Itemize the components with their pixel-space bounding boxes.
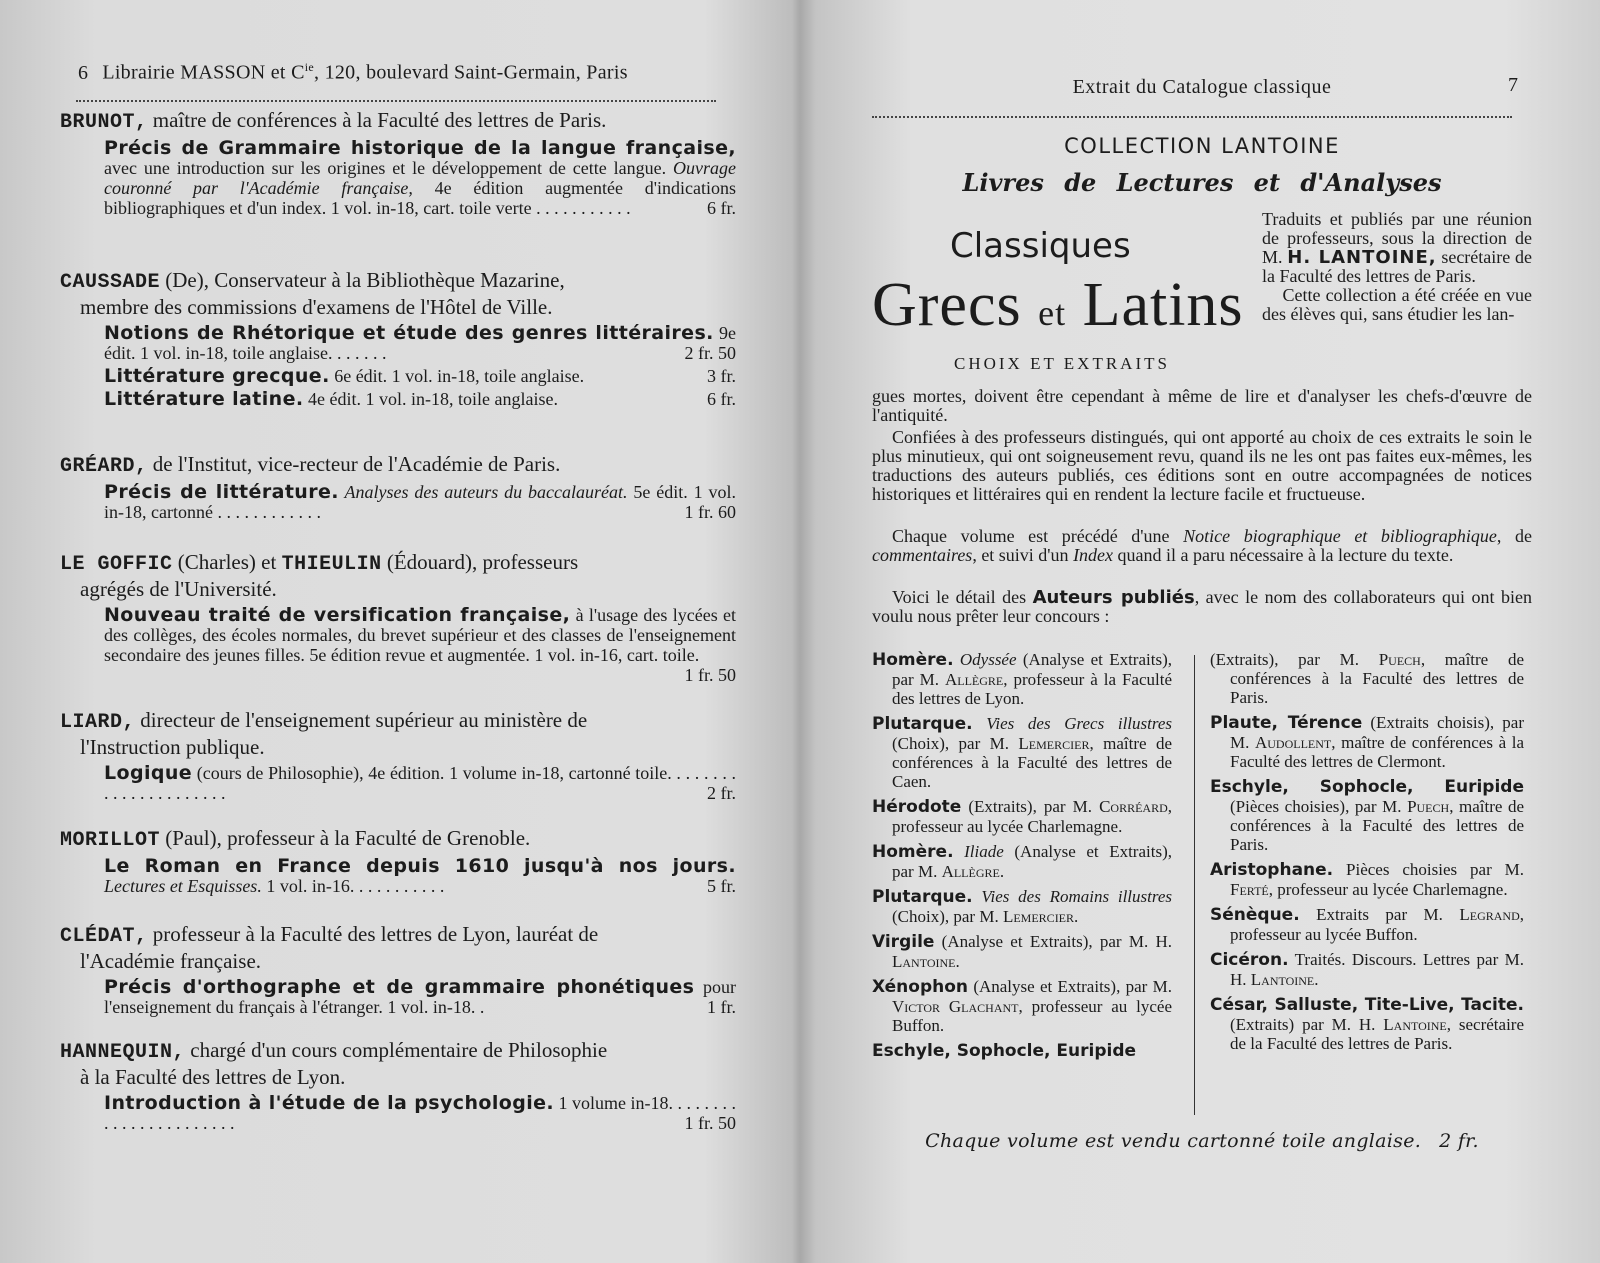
collaborator-name: Puech bbox=[1378, 650, 1421, 669]
book-italic-note: Analyses des auteurs du baccalauréat. bbox=[338, 482, 628, 502]
author-description-cont: l'Instruction publique. bbox=[80, 735, 265, 759]
book-item bbox=[60, 763, 736, 803]
work-title: Iliade bbox=[964, 842, 1004, 861]
item-text: (Analyse et Extraits), par M. bbox=[934, 932, 1156, 951]
side-text-1: Traduits et publiés par une réunion de professeurs, sous la direction de M. bbox=[1262, 209, 1532, 267]
collaborator-name: H. Lantoine bbox=[1230, 970, 1315, 989]
book-item bbox=[60, 977, 736, 1017]
book-italic-note: Lectures et Esquisses. bbox=[104, 876, 262, 896]
publisher-sup: ie bbox=[304, 60, 314, 74]
published-author-item bbox=[1210, 713, 1524, 771]
classic-author-name: Plutarque. bbox=[872, 714, 973, 734]
item-text: , professeur à la Faculté des lettres de Lyon. bbox=[892, 670, 1172, 708]
item-text: (Analyse et Extraits), par M. bbox=[968, 977, 1172, 996]
book-price: 1 fr. 50 bbox=[684, 665, 736, 685]
book-price: 2 fr. bbox=[707, 783, 736, 803]
book-item bbox=[60, 366, 736, 386]
book-price: 1 fr. 50 bbox=[684, 1113, 736, 1133]
item-text: (Choix), par M. bbox=[892, 734, 1019, 753]
author-line bbox=[60, 922, 736, 974]
item-text: (Extraits), par M. bbox=[961, 797, 1100, 816]
p3-a: Chaque volume est précédé d'une bbox=[892, 526, 1184, 546]
classic-author-name: Eschyle, Sophocle, Euripide bbox=[872, 1041, 1137, 1061]
author-description: chargé d'un cours complémentaire de Philosophie bbox=[185, 1038, 608, 1062]
catalog-entry bbox=[60, 268, 736, 409]
book-details: 1 vol. in-16. . . . . . . . . . . bbox=[261, 876, 445, 896]
published-author-item bbox=[1210, 860, 1524, 899]
book-item bbox=[60, 1093, 736, 1133]
published-author-item bbox=[1210, 650, 1524, 707]
book-details: 9e édit. 1 vol. in-18, toile anglaise. . . . . . . bbox=[104, 323, 736, 363]
item-text: , professeur au lycée Charlemagne. bbox=[1268, 880, 1508, 899]
author-line bbox=[60, 1038, 736, 1090]
book-details: 4e édition augmentée d'indications bibliographiques et d'un index. 1 vol. in-18, cart. toile verte . . . . . . . . . . . bbox=[104, 178, 737, 218]
item-text: , professeur au lycée Charlemagne. bbox=[892, 797, 1172, 836]
item-text: , maître de conférences à la Faculté des lettres de Caen. bbox=[892, 734, 1173, 791]
book-details: 5e édit. 1 vol. in-18, cartonné . . . . . . . . . . . . bbox=[104, 482, 736, 522]
book-details: avec une introduction sur les origines et le développement de cette langue. bbox=[104, 158, 674, 178]
intro-paragraph-1: gues mortes, doivent être cependant à même de lire et d'analyser les chefs-d'œuvre de l'antiquité. bbox=[872, 386, 1532, 425]
classic-author-name: Virgile bbox=[872, 932, 935, 952]
author-line bbox=[60, 826, 736, 853]
published-author-item bbox=[872, 842, 1172, 881]
item-text: Extraits par M. bbox=[1299, 905, 1460, 924]
collaborator-name: Allègre bbox=[941, 862, 1000, 881]
book-title: Le Roman en France depuis 1610 jusqu'à nos jours. bbox=[104, 855, 736, 877]
collaborator-name: Lemercier bbox=[1018, 734, 1090, 753]
book-details: 1 volume in-18. . . . . . . . . . . . . . . . . . . . . . . bbox=[104, 1093, 737, 1133]
author-name: CLÉDAT, bbox=[60, 925, 148, 948]
book-title: Logique bbox=[104, 762, 193, 784]
book-title: Notions de Rhétorique et étude des genres littéraires. bbox=[104, 322, 714, 344]
catalog-entry bbox=[60, 922, 736, 1017]
author-description-cont: l'Académie française. bbox=[80, 949, 262, 973]
published-author-item bbox=[872, 650, 1172, 708]
author-line bbox=[60, 550, 736, 602]
published-author-item bbox=[872, 797, 1172, 836]
left-running-head bbox=[78, 60, 736, 85]
item-text: . bbox=[999, 862, 1005, 881]
title-latins: Latins bbox=[1082, 271, 1244, 339]
author-description: de l'Institut, vice-recteur de l'Académie de Paris. bbox=[147, 452, 561, 476]
classic-author-name: Eschyle, Sophocle, Euripide bbox=[1210, 777, 1524, 797]
book-title: Littérature latine. bbox=[104, 388, 304, 410]
item-text: , maître de conférences à la Faculté des lettres de Paris. bbox=[1230, 797, 1525, 854]
p4-a: Voici le détail des bbox=[892, 587, 1033, 607]
collaborator-name: Lemercier bbox=[1002, 907, 1075, 926]
classic-author-name: Homère. bbox=[872, 842, 954, 862]
book-price: 6 fr. bbox=[707, 198, 736, 218]
authors-column-right bbox=[1210, 650, 1524, 1059]
item-text: (Analyse et Extraits), par M. bbox=[892, 650, 1172, 689]
side-text bbox=[1262, 210, 1532, 324]
author-line bbox=[60, 268, 736, 320]
right-header-rule bbox=[872, 116, 1512, 118]
item-text: . bbox=[1074, 907, 1079, 926]
published-author-item bbox=[1210, 995, 1524, 1053]
catalog-entry bbox=[60, 452, 736, 522]
right-running-head: Extrait du Catalogue classique bbox=[1072, 76, 1332, 98]
title-grecs: Grecs bbox=[872, 271, 1022, 339]
book-details: à l'usage des lycées et des collèges, des écoles normales, du brevet supérieur et des classes de l'enseignement secondaire des jeunes filles. 5e édition revue et augmentée. 1 vol. in-16, cart. toile. bbox=[104, 605, 736, 665]
collaborator-name: Audollent bbox=[1254, 733, 1332, 752]
classic-author-name: Xénophon bbox=[872, 977, 969, 997]
classic-author-name: Hérodote bbox=[872, 797, 962, 817]
book-item bbox=[60, 323, 736, 363]
book-price: 5 fr. bbox=[707, 876, 736, 896]
item-text: Pièces choisies par M. bbox=[1333, 860, 1524, 879]
collaborator-name: Allègre bbox=[944, 670, 1004, 689]
published-author-item bbox=[872, 714, 1172, 791]
footer-note bbox=[872, 1130, 1532, 1152]
classic-author-name: Aristophane. bbox=[1210, 860, 1334, 880]
book-item bbox=[60, 856, 736, 896]
left-header-rule bbox=[76, 100, 716, 102]
book-title: Précis de littérature. bbox=[104, 481, 339, 503]
item-text: , professeur au lycée Buffon. bbox=[1230, 905, 1524, 944]
intro-paragraph-2: Confiées à des professeurs distingués, qui ont apporté au choix de ces extraits le soin le plus minutieux, qui ont soigneusement revu, quand ils ne les ont pas faites eux-mêmes, les traductions des auteurs publiés, ces éditions sont en outre accompagnées de notices historiques et littéraires qui en rendent la lecture facile et fructueuse. bbox=[872, 427, 1532, 504]
collaborator-name: Puech bbox=[1407, 797, 1450, 816]
collaborator-name: H. Lantoine bbox=[1358, 1015, 1447, 1034]
work-title: Odyssée bbox=[959, 650, 1017, 669]
book-title: Précis de Grammaire historique de la langue française, bbox=[104, 137, 736, 159]
item-text: . bbox=[955, 952, 960, 971]
title-grecs-latins bbox=[872, 270, 1244, 341]
author-name: LIARD, bbox=[60, 711, 136, 734]
publisher-name: Librairie MASSON et C bbox=[102, 61, 305, 84]
author-description: directeur de l'enseignement supérieur au ministère de bbox=[135, 708, 588, 732]
p3-b: , de bbox=[1496, 526, 1532, 546]
item-text: (Analyse et Extraits), par M. bbox=[892, 842, 1172, 881]
book-details: 6e édit. 1 vol. in-18, toile anglaise. bbox=[329, 366, 585, 386]
book-price: 2 fr. 50 bbox=[684, 343, 736, 363]
intro-paragraph-3 bbox=[872, 527, 1532, 565]
author-description: (De), Conservateur à la Bibliothèque Mazarine, bbox=[160, 268, 565, 292]
left-page-number: 6 bbox=[78, 61, 89, 84]
collaborator-name: Ferté bbox=[1230, 880, 1269, 899]
p3-index: Index bbox=[1073, 545, 1114, 565]
author-line bbox=[60, 452, 736, 479]
item-text: Traités. Discours. Lettres par M. bbox=[1288, 950, 1524, 969]
author-description: professeur à la Faculté des lettres de Lyon, lauréat de bbox=[147, 922, 599, 946]
book-price: 1 fr. bbox=[707, 997, 736, 1017]
catalog-entry bbox=[60, 1038, 736, 1133]
collaborator-name: H. Lantoine bbox=[892, 932, 1172, 971]
book-italic-note: Ouvrage couronné par l'Académie française, bbox=[104, 158, 736, 198]
published-author-item bbox=[1210, 905, 1524, 944]
book-price: 3 fr. bbox=[707, 366, 736, 386]
catalog-entry bbox=[60, 708, 736, 803]
left-page bbox=[60, 0, 736, 1263]
author-line bbox=[60, 708, 736, 760]
column-divider bbox=[1194, 655, 1195, 1115]
book-title: Précis d'orthographe et de grammaire phonétiques bbox=[104, 976, 695, 998]
author-name: HANNEQUIN, bbox=[60, 1041, 186, 1064]
side-text-2: secrétaire de la Faculté des lettres de Paris. bbox=[1262, 247, 1532, 286]
author-description: (Charles) et bbox=[172, 550, 282, 574]
item-text: , maître de conférences à la Faculté des lettres de Clermont. bbox=[1230, 733, 1524, 771]
book-item bbox=[60, 604, 736, 685]
item-text: , professeur au lycée Buffon. bbox=[892, 997, 1172, 1035]
collaborator-name: Legrand bbox=[1459, 905, 1520, 924]
right-page-number: 7 bbox=[1508, 74, 1518, 96]
p4-auteurs: Auteurs publiés bbox=[1032, 587, 1195, 608]
authors-column-left bbox=[872, 650, 1172, 1067]
published-author-item bbox=[1210, 777, 1524, 854]
book-title: Nouveau traité de versification française, bbox=[104, 604, 571, 626]
classic-author-name: Plaute, Térence bbox=[1210, 713, 1363, 733]
catalog-entry bbox=[60, 108, 736, 218]
intro-paragraph-4 bbox=[872, 588, 1532, 626]
item-text: , secrétaire de la Faculté des lettres de Paris. bbox=[1230, 1015, 1524, 1053]
collaborator-name: Corréard bbox=[1099, 797, 1168, 816]
book-details: pour l'enseignement du français à l'étranger. 1 vol. in-18. . bbox=[104, 977, 737, 1017]
published-author-item bbox=[872, 1041, 1172, 1061]
book-details: 4e édit. 1 vol. in-18, toile anglaise. bbox=[303, 389, 558, 409]
catalog-entry bbox=[60, 550, 736, 685]
author-name: LE GOFFIC bbox=[60, 553, 173, 576]
classic-author-name: César, Salluste, Tite-Live, Tacite. bbox=[1210, 995, 1524, 1015]
side-text-3: Cette collection a été créée en vue des élèves qui, sans étudier les lan- bbox=[1262, 285, 1533, 324]
book-price: 1 fr. 60 bbox=[684, 502, 736, 522]
book-title: Littérature grecque. bbox=[104, 365, 330, 387]
author-name: MORILLOT bbox=[60, 829, 161, 852]
author-line bbox=[60, 108, 736, 135]
published-author-item bbox=[872, 977, 1172, 1035]
item-text: (Pièces choisies), par M. bbox=[1230, 797, 1408, 816]
collection-subtitle: Livres de Lectures et d'Analyses bbox=[962, 168, 1442, 197]
p3-commentaires: commentaires bbox=[872, 545, 973, 565]
published-author-item bbox=[872, 932, 1172, 971]
collaborator-name: Victor Glachant bbox=[892, 997, 1019, 1016]
catalog-entry bbox=[60, 826, 736, 896]
author-description: (Paul), professeur à la Faculté de Grenoble. bbox=[160, 826, 531, 850]
author-description-cont: agrégés de l'Université. bbox=[80, 577, 277, 601]
item-text: (Extraits) par M. bbox=[1230, 1015, 1359, 1034]
classic-author-name: Sénèque. bbox=[1210, 905, 1300, 925]
item-text: (Extraits), par M. bbox=[1210, 650, 1379, 669]
p3-c: , et suivi d'un bbox=[972, 545, 1074, 565]
publisher-address: , 120, boulevard Saint-Germain, Paris bbox=[313, 61, 628, 84]
side-director-name: H. LANTOINE, bbox=[1287, 247, 1437, 268]
author-name: GRÉARD, bbox=[60, 455, 148, 478]
item-text: , maître de conférences à la Faculté des lettres de Paris. bbox=[1230, 650, 1524, 707]
book-item bbox=[60, 138, 736, 218]
published-author-item bbox=[1210, 950, 1524, 989]
choix-extraits: CHOIX ET EXTRAITS bbox=[954, 354, 1170, 373]
work-title: Vies des Romains illustres bbox=[981, 887, 1173, 906]
published-author-item bbox=[872, 887, 1172, 926]
author-description: (Édouard), professeurs bbox=[381, 550, 579, 574]
author-name: THIEULIN bbox=[281, 553, 382, 576]
author-name: BRUNOT, bbox=[60, 111, 148, 134]
footer-text: Chaque volume est vendu cartonné toile anglaise. bbox=[925, 1130, 1422, 1152]
classic-author-name: Cicéron. bbox=[1210, 950, 1289, 970]
author-description-cont: à la Faculté des lettres de Lyon. bbox=[80, 1065, 346, 1089]
book-details: (cours de Philosophie), 4e édition. 1 volume in-18, cartonné toile. . . . . . . . . . . . . . . . . . . . . . bbox=[104, 763, 736, 803]
p3-notice: Notice biographique et bibliographique bbox=[1183, 526, 1497, 546]
book-price: 6 fr. bbox=[707, 389, 736, 409]
classic-author-name: Plutarque. bbox=[872, 887, 973, 907]
work-title: Vies des Grecs illustres bbox=[986, 714, 1172, 733]
author-description: maître de conférences à la Faculté des lettres de Paris. bbox=[147, 108, 607, 132]
author-name: CAUSSADE bbox=[60, 271, 161, 294]
p3-d: quand il a paru nécessaire à la lecture du texte. bbox=[1113, 545, 1454, 565]
book-item bbox=[60, 482, 736, 522]
item-text: . bbox=[1314, 970, 1319, 989]
author-description-cont: membre des commissions d'examens de l'Hôtel de Ville. bbox=[80, 295, 553, 319]
book-title: Introduction à l'étude de la psychologie. bbox=[104, 1092, 555, 1114]
item-text: (Extraits choisis), par M. bbox=[1230, 713, 1524, 752]
right-page bbox=[872, 0, 1532, 1263]
title-et: et bbox=[1038, 293, 1067, 333]
p4-c: , avec le nom des collaborateurs qui ont bien voulu nous prêter leur concours : bbox=[872, 587, 1533, 626]
footer-price: 2 fr. bbox=[1439, 1130, 1479, 1152]
item-text: (Choix), par M. bbox=[892, 907, 1003, 926]
collection-title: COLLECTION LANTOINE bbox=[1064, 134, 1340, 158]
title-classiques: Classiques bbox=[950, 226, 1131, 266]
book-item bbox=[60, 389, 736, 409]
classic-author-name: Homère. bbox=[872, 650, 954, 670]
